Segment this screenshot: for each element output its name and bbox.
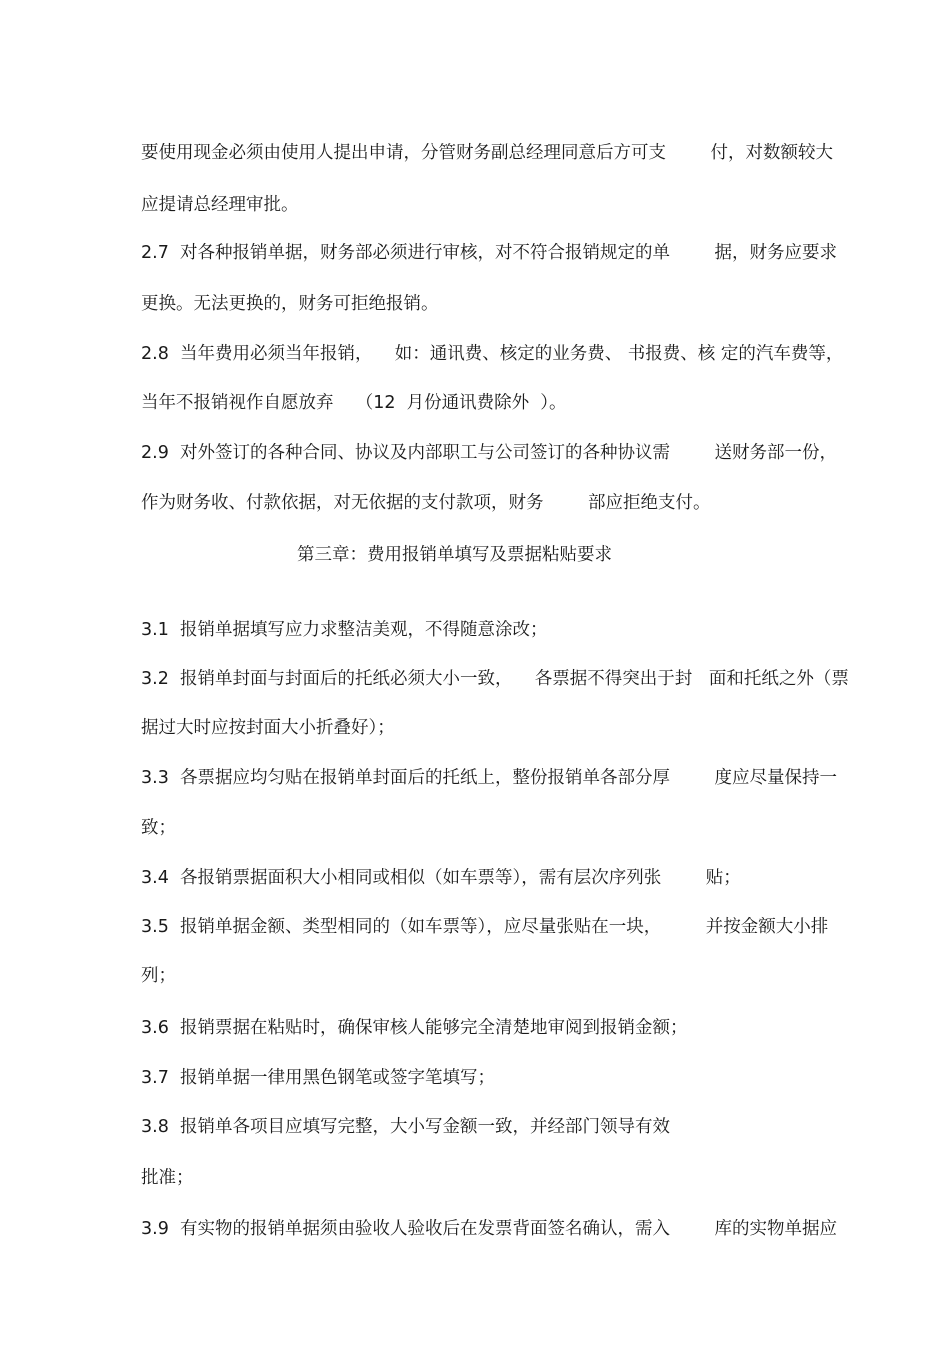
text-line: 3.8 报销单各项目应填写完整，大小写金额一致，并经部门领导有效 <box>141 1117 670 1137</box>
text-line: 据过大时应按封面大小折叠好）； <box>141 718 395 738</box>
text-line: 要使用现金必须由使用人提出申请，分管财务副总经理同意后方可支 付，对数额较大 <box>141 143 833 163</box>
text-line: 3.5 报销单据金额、类型相同的（如车票等），应尽量张贴在一块， 并按金额大小排 <box>141 917 829 937</box>
text-line: 列； <box>141 966 176 986</box>
text-line: 3.7 报销单据一律用黑色钢笔或签字笔填写； <box>141 1068 495 1088</box>
text-line: 3.3 各票据应均匀贴在报销单封面后的托纸上，整份报销单各部分厚 度应尽量保持一 <box>141 768 837 788</box>
text-line: 3.1 报销单据填写应力求整洁美观，不得随意涂改； <box>141 620 548 640</box>
text-line: 批准； <box>141 1168 194 1188</box>
text-line: 2.7 对各种报销单据，财务部必须进行审核，对不符合报销规定的单 据，财务应要求 <box>141 243 837 263</box>
chapter-heading: 第三章：费用报销单填写及票据粘贴要求 <box>297 545 612 565</box>
text-line: 2.8 当年费用必须当年报销， 如：通讯费、核定的业务费、 书报费、核 定的汽车费等， <box>141 344 844 364</box>
text-line: 更换。无法更换的，财务可拒绝报销。 <box>141 294 439 314</box>
text-line: 2.9 对外签订的各种合同、协议及内部职工与公司签订的各种协议需 送财务部一份， <box>141 443 837 463</box>
text-line: 3.4 各报销票据面积大小相同或相似（如车票等），需有层次序列张 贴； <box>141 868 741 888</box>
text-line: 3.2 报销单封面与封面后的托纸必须大小一致， 各票据不得突出于封 面和托纸之外（票 <box>141 669 849 689</box>
text-line: 3.6 报销票据在粘贴时，确保审核人能够完全清楚地审阅到报销金额； <box>141 1018 688 1038</box>
text-line: 应提请总经理审批。 <box>141 195 299 215</box>
text-line: 当年不报销视作自愿放弃 （12 月份通讯费除外 ）。 <box>141 393 567 413</box>
text-line: 3.9 有实物的报销单据须由验收人验收后在发票背面签名确认，需入 库的实物单据应 <box>141 1219 837 1239</box>
text-line: 作为财务收、付款依据，对无依据的支付款项，财务 部应拒绝支付。 <box>141 493 711 513</box>
text-line: 致； <box>141 818 176 838</box>
